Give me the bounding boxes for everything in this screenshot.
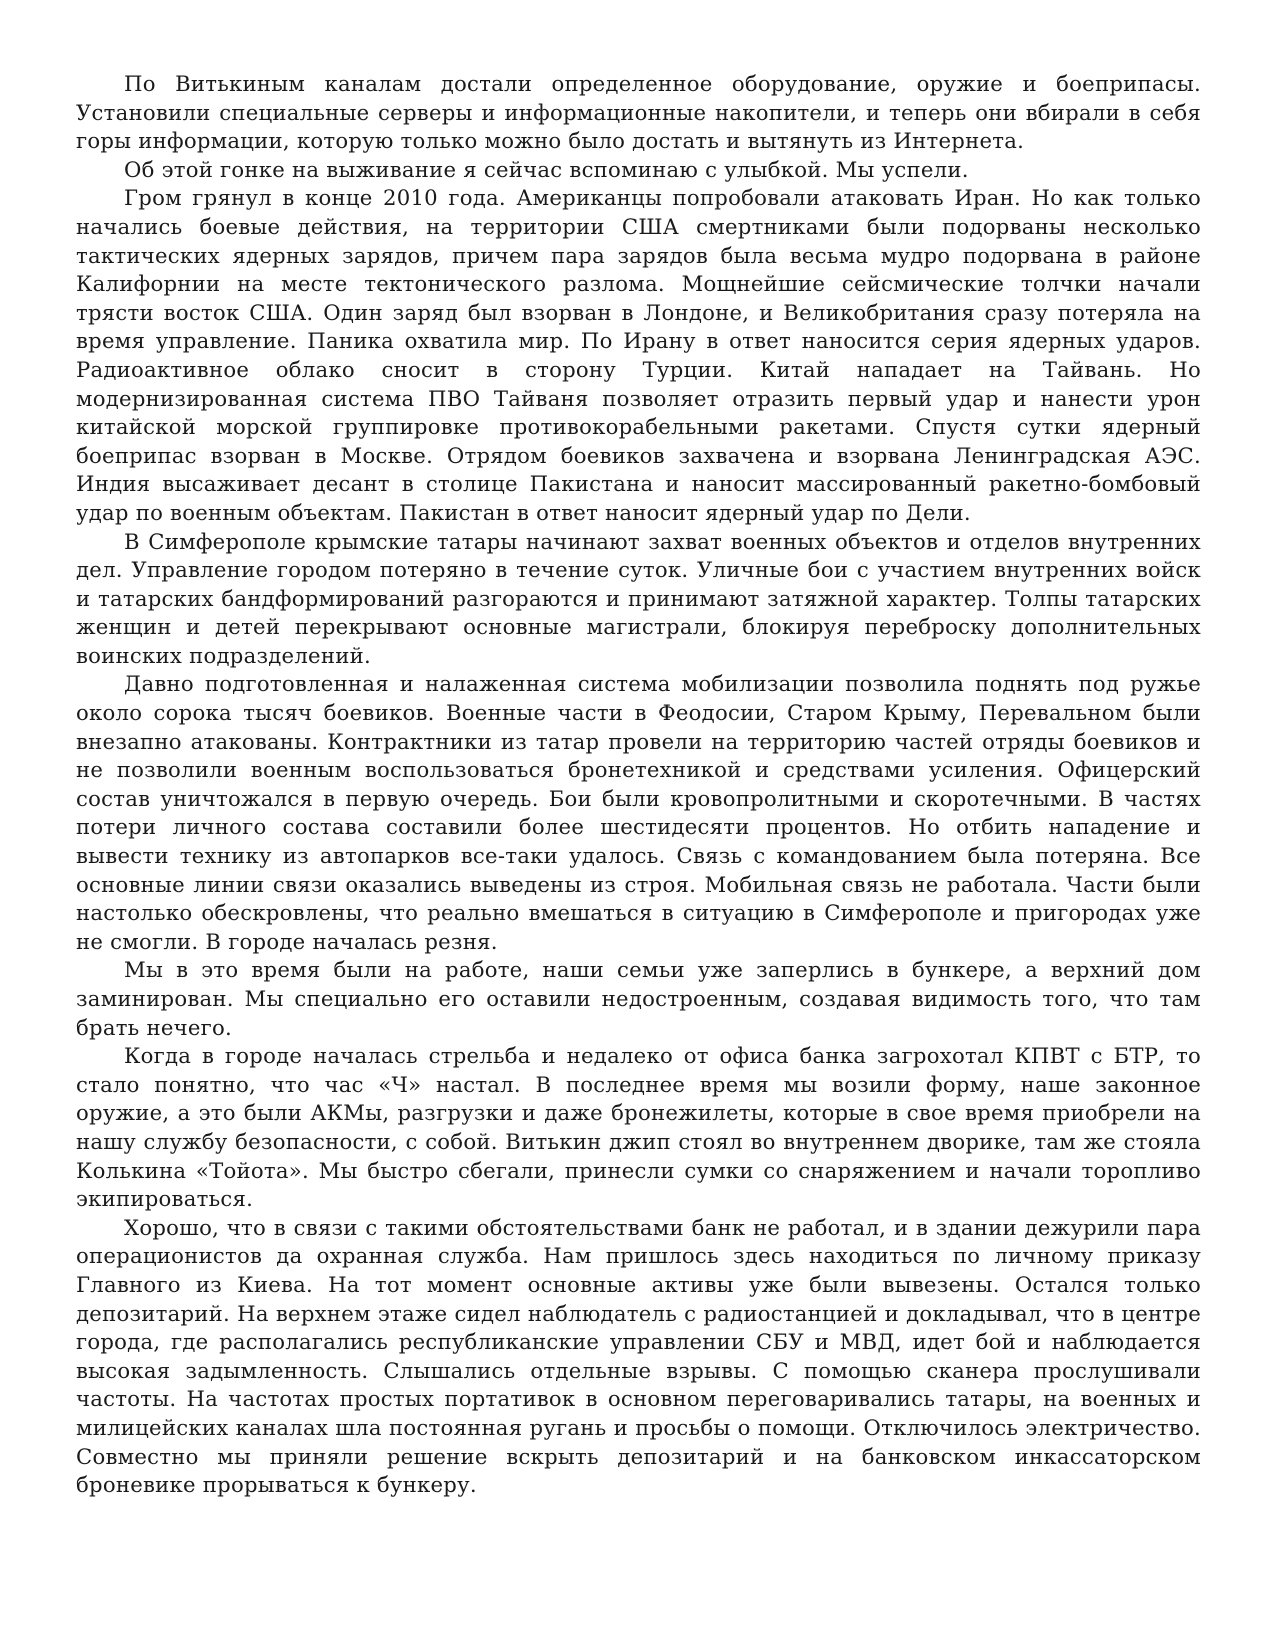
paragraph-5: Давно подготовленная и налаженная система мобилизации позволила поднять под ружье около сорока тысяч боевиков. Военные части в Феодосии, Старом Крыму, Перевальном были внезапно атакованы. Контрактники из татар провели на территорию частей отряды боевиков и не позволили военным воспользоваться бронетехникой и средствами усиления. Офицерский состав уничтожался в первую очередь. Бои были кровопролитными и скоротечными. В частях потери личного состава составили более шестидесяти процентов. Но отбить нападение и вывести технику из автопарков все-таки удалось. Связь с командованием была потеряна. Все основные линии связи оказались выведены из строя. Мобильная связь не работала. Части были настолько обескровлены, что реально вмешаться в ситуацию в Симферополе и пригородах уже не смогли. В городе началась резня. [76, 671, 1201, 954]
document-page [76, 70, 1201, 1500]
paragraph-7: Когда в городе началась стрельба и недалеко от офиса банка загрохотал КПВТ с БТР, то стало понятно, что час «Ч» настал. В последнее время мы возили форму, наше законное оружие, а это были АКМы, разгрузки и даже бронежилеты, которые в свое время приобрели на нашу службу безопасности, с собой. Витькин джип стоял во внутреннем дворике, там же стояла Колькина «Тойота». Мы быстро сбегали, принесли сумки со снаряжением и начали торопливо экипироваться. [76, 1043, 1201, 1212]
paragraph-2: Об этой гонке на выживание я сейчас вспоминаю с улыбкой. Мы успели. [124, 156, 969, 182]
paragraph-6: Мы в это время были на работе, наши семьи уже заперлись в бункере, а верхний дом заминирован. Мы специально его оставили недостроенным, создавая видимость того, что там брать нечего. [76, 957, 1201, 1040]
paragraph-1: По Витькиным каналам достали определенное оборудование, оружие и боеприпасы. Установили специальные серверы и информационные накопители, и теперь они вбирали в себя горы информации, которую только можно было достать и вытянуть из Интернета. [76, 71, 1201, 154]
paragraph-3: Гром грянул в конце 2010 года. Американцы попробовали атаковать Иран. Но как только начались боевые действия, на территории США смертниками были подорваны несколько тактических ядерных зарядов, причем пара зарядов была весьма мудро подорвана в районе Калифорнии на месте тектонического разлома. Мощнейшие сейсмические толчки начали трясти восток США. Один заряд был взорван в Лондоне, и Великобритания сразу потеряла на время управление. Паника охватила мир. По Ирану в ответ наносится серия ядерных ударов. Радиоактивное облако сносит в сторону Турции. Китай нападает на Тайвань. Но модернизированная система ПВО Тайваня позволяет отразить первый удар и нанести урон китайской морской группировке противокорабельными ракетами. Спустя сутки ядерный боеприпас взорван в Москве. Отрядом боевиков захвачена и взорвана Ленинградская АЭС. Индия высаживает десант в столице Пакистана и наносит массированный ракетно-бомбовый удар по военным объектам. Пакистан в ответ наносит ядерный удар по Дели. [76, 185, 1201, 525]
paragraph-8: Хорошо, что в связи с такими обстоятельствами банк не работал, и в здании дежурили пара операционистов да охранная служба. Нам пришлось здесь находиться по личному приказу Главного из Киева. На тот момент основные активы уже были вывезены. Остался только депозитарий. На верхнем этаже сидел наблюдатель с радиостанцией и докладывал, что в центре города, где располагались республиканские управлении СБУ и МВД, идет бой и наблюдается высокая задымленность. Слышались отдельные взрывы. С помощью сканера прослушивали частоты. На частотах простых портативок в основном переговаривались татары, на военных и милицейских каналах шла постоянная ругань и просьбы о помощи. Отключилось электричество. Совместно мы приняли решение вскрыть депозитарий и на банковском инкассаторском броневике прорываться к бункеру. [76, 1214, 1201, 1498]
paragraph-4: В Симферополе крымские татары начинают захват военных объектов и отделов внутренних дел. Управление городом потеряно в течение суток. Уличные бои с участием внутренних войск и татарских бандформирований разгораются и принимают затяжной характер. Толпы татарских женщин и детей перекрывают основные магистрали, блокируя переброску дополнительных воинских подразделений. [76, 528, 1201, 668]
